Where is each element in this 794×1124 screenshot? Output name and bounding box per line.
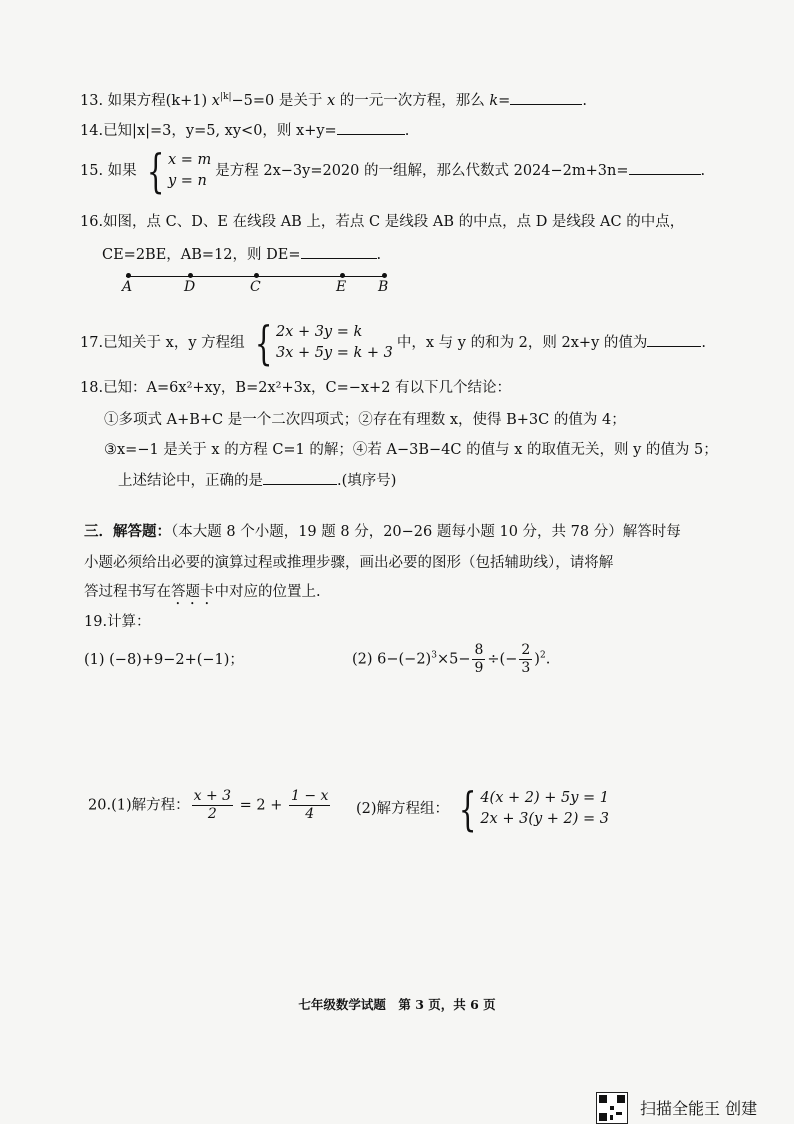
brace-icon: {: [146, 144, 165, 198]
q13-text-post: 的一元一次方程，那么: [335, 93, 490, 109]
q20-p2-label: (2)解方程组：: [356, 801, 450, 817]
q13-x: x: [211, 93, 220, 109]
question-15: [80, 144, 706, 198]
q20-fraction-2: [289, 788, 330, 823]
q18-number: 18.: [80, 380, 104, 396]
q15-eq2: y = n: [167, 173, 207, 189]
q19-frac1-num: 8: [474, 642, 484, 658]
q14-answer-blank[interactable]: [337, 120, 405, 135]
q19-fraction-1: [472, 642, 485, 677]
q13-var: x: [326, 93, 336, 109]
point-c-label: C: [250, 279, 261, 295]
q19-part1: (1) (−8)+9−2+(−1)；: [84, 652, 244, 668]
q19-p2-a: (2) 6−(−2): [352, 651, 432, 668]
section3-title: 三．解答题：: [84, 523, 171, 540]
q17-eq1: 2x + 3y = k: [275, 323, 363, 340]
q18-line3-post: .(填序号): [337, 473, 397, 489]
q19-p2-d: ): [534, 651, 540, 668]
question-13: [80, 90, 587, 110]
q15-end: .: [700, 163, 706, 179]
q17-text-post: 中，x 与 y 的和为 2，则 2x+y 的值为: [396, 335, 648, 351]
point-d-label: D: [184, 279, 196, 295]
q19-title: 计算：: [107, 614, 151, 630]
q17-number: 17.: [80, 335, 104, 351]
point-a-label: A: [122, 279, 133, 295]
point-a-dot: [126, 273, 131, 278]
point-c-dot: [254, 273, 259, 278]
question-14: [80, 120, 409, 140]
q13-text-mid: −5=0 是关于: [231, 93, 327, 109]
section3-line1: [84, 523, 681, 541]
q19-p2-exp: 3: [431, 650, 437, 661]
q17-text-pre: 已知关于 x，y 方程组: [103, 335, 245, 351]
q16-line2: CE=2BE，AB=12，则 DE=: [102, 247, 301, 263]
point-d-dot: [188, 273, 193, 278]
section3-desc-1: （本大题 8 个小题，19 题 8 分，20−26 题每小题 10 分，共 78 分）解答时每: [171, 524, 681, 540]
section3-answer-card: 答题卡: [171, 584, 215, 600]
q15-text-mid: 是方程 2x−3y=2020 的一组解，那么代数式 2024−2m+3n=: [215, 163, 629, 179]
point-e-dot: [340, 273, 345, 278]
q19-number: 19.: [84, 614, 108, 630]
brace-icon: {: [254, 316, 273, 370]
q15-number: 15.: [80, 163, 104, 179]
q20-fraction-1: [192, 788, 233, 823]
scanner-watermark: 扫描全能王 创建: [640, 1099, 758, 1118]
q14-text: 已知|x|=3，y=5, xy<0，则 x+y=: [103, 123, 337, 139]
question-17: [80, 316, 706, 370]
q19-frac2-den: 3: [521, 659, 531, 676]
q18-intro: 已知：A=6x²+xy，B=2x²+3x，C=−x+2 有以下几个结论：: [103, 380, 512, 396]
q17-equation-system: [249, 316, 393, 370]
q13-exponent: |k|: [219, 92, 232, 103]
point-e-label: E: [336, 279, 347, 295]
section3-desc-3c: 中对应的位置上.: [214, 584, 321, 600]
q14-number: 14.: [80, 123, 104, 139]
q20-number: 20.: [88, 797, 112, 814]
q17-eq2: 3x + 5y = k + 3: [275, 345, 393, 361]
q20-equation-system: [453, 782, 610, 836]
q13-expr: (k+1): [165, 93, 212, 109]
q18-line3: [118, 470, 396, 490]
qr-code-icon: [596, 1092, 628, 1124]
q20-f1-den: 2: [207, 805, 217, 822]
section3-desc-3a: 答过程书写在: [84, 584, 171, 600]
q18-line2: ③x=−1 是关于 x 的方程 C=1 的解；④若 A−3B−4C 的值与 x 的取值无关，则 y 的值为 5；: [104, 442, 718, 458]
q13-answer-blank[interactable]: [510, 90, 582, 105]
section3-desc-2: 小题必须给出必要的演算过程或推理步骤，画出必要的图形（包括辅助线），请将解: [84, 555, 614, 571]
page-footer: 七年级数学试题 第 3 页，共 6 页: [298, 997, 496, 1012]
point-b-dot: [382, 273, 387, 278]
q19-p2-c: ÷(−: [487, 651, 518, 668]
q13-ask: k: [489, 93, 499, 109]
q18-answer-blank[interactable]: [263, 470, 337, 485]
q17-end: .: [701, 335, 706, 351]
q20-f2-num: 1 − x: [291, 788, 329, 804]
q19-part2: [352, 642, 550, 677]
question-18-intro: [80, 380, 511, 397]
q16-answer-blank[interactable]: [301, 244, 377, 259]
q20-eq1: 4(x + 2) + 5y = 1: [480, 789, 610, 806]
q18-line1: ①多项式 A+B+C 是一个二次四项式；②存在有理数 x，使得 B+3C 的值为 4；: [104, 412, 626, 428]
q14-end: .: [404, 123, 410, 139]
question-16-line1: [80, 214, 684, 231]
q19-p2-end: .: [545, 651, 551, 668]
q16-line1: 如图，点 C、D、E 在线段 AB 上，若点 C 是线段 AB 的中点，点 D 是线段 AC 的中点，: [103, 214, 685, 230]
q13-end: .: [582, 93, 587, 109]
q20-p1-label: (1)解方程：: [111, 797, 190, 814]
q15-eq1: x = m: [167, 151, 212, 168]
q20-eq2: 2x + 3(y + 2) = 3: [480, 811, 610, 827]
q19-p2-exp2: 2: [539, 650, 546, 661]
q19-frac2-num: 2: [521, 642, 531, 658]
brace-icon: {: [458, 782, 477, 836]
q20-mid: = 2 +: [235, 797, 288, 814]
q20-f2-den: 4: [305, 805, 315, 822]
q13-eq: =: [498, 93, 511, 109]
question-19-title: [84, 614, 151, 631]
q15-equation-system: [141, 144, 212, 198]
question-20-part1: [88, 788, 332, 823]
question-20-part2: [356, 782, 613, 836]
q16-end: .: [376, 247, 382, 263]
q13-text-pre: 如果方程: [107, 93, 166, 109]
q19-frac1-den: 9: [474, 659, 484, 676]
q17-answer-blank[interactable]: [647, 332, 701, 347]
q19-fraction-2: [519, 642, 532, 677]
q20-f1-num: x + 3: [193, 788, 232, 804]
q13-number: 13.: [80, 93, 104, 109]
q16-number: 16.: [80, 214, 104, 230]
section3-line3: [84, 584, 321, 608]
question-16-line2: [102, 244, 381, 264]
q19-p2-b: ×5−: [436, 651, 471, 668]
point-b-label: B: [378, 279, 389, 295]
line-segment-figure: [124, 270, 394, 300]
q15-text-pre: 如果: [107, 163, 137, 179]
q18-line3-pre: 上述结论中，正确的是: [118, 473, 263, 489]
q15-answer-blank[interactable]: [629, 160, 701, 175]
